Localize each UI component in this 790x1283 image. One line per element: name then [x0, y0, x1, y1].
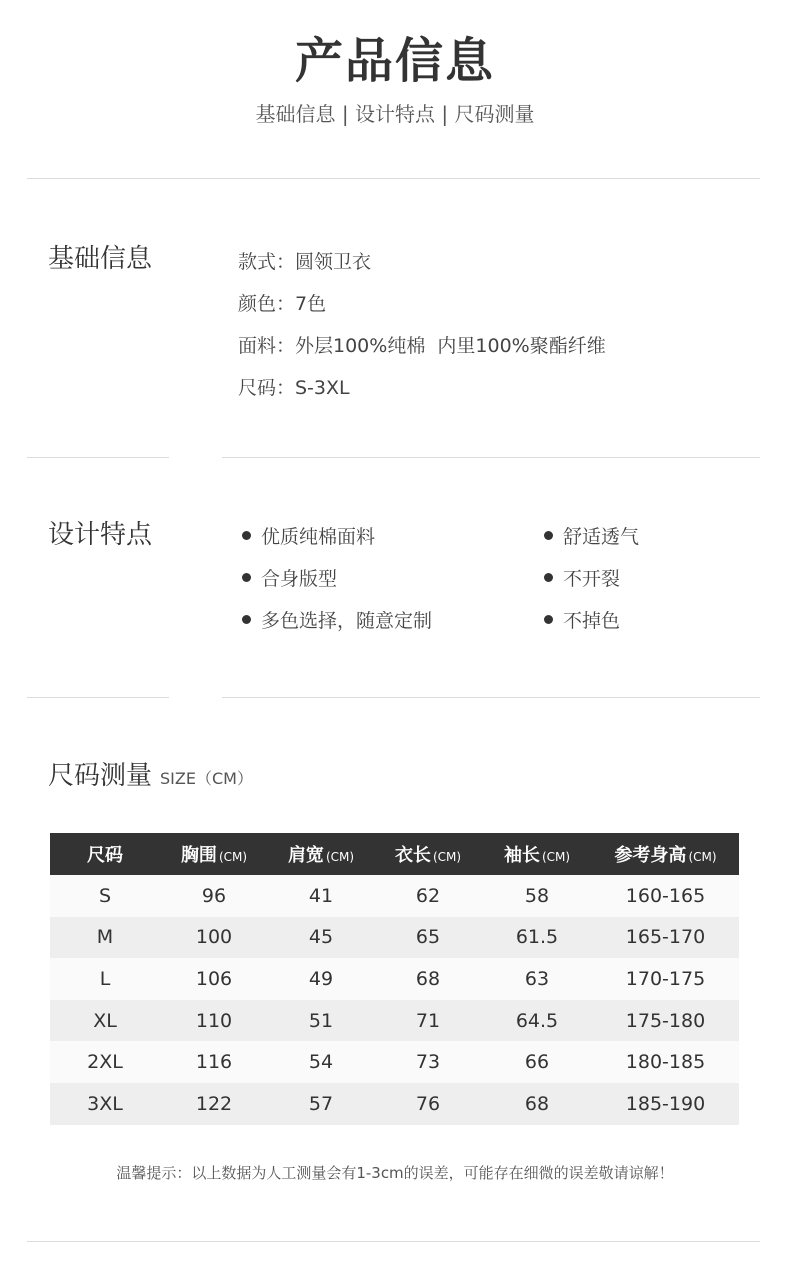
table-cell: 62 — [374, 875, 482, 917]
table-cell: 185-190 — [592, 1083, 739, 1125]
table-row — [50, 875, 739, 917]
table-row — [50, 917, 739, 959]
divider — [27, 1241, 760, 1242]
info-size: 尺码：S-3XL — [238, 377, 350, 399]
page-title: 产品信息 — [294, 33, 495, 89]
info-style: 款式：圆领卫衣 — [238, 251, 372, 273]
table-cell: 73 — [374, 1041, 482, 1083]
table-cell: 49 — [268, 958, 374, 1000]
table-row — [50, 1000, 739, 1042]
table-cell: 64.5 — [482, 1000, 592, 1042]
table-cell: 110 — [160, 1000, 268, 1042]
header-label: 尺码 — [87, 845, 123, 866]
measurement-note: 温馨提示：以上数据为人工测量会有1-3cm的误差，可能存在细微的误差敬请谅解！ — [116, 1164, 674, 1182]
size-heading — [48, 755, 253, 792]
header-cell — [160, 833, 268, 875]
size-table — [50, 833, 739, 1125]
design-heading: 设计特点 — [48, 520, 153, 550]
header-unit: (CM) — [688, 850, 717, 864]
table-cell: 65 — [374, 917, 482, 959]
table-cell: 100 — [160, 917, 268, 959]
table-cell: L — [50, 958, 160, 1000]
info-fabric: 面料：外层100%纯棉 内里100%聚酯纤维 — [238, 335, 606, 357]
header-cell — [374, 833, 482, 875]
table-cell: 63 — [482, 958, 592, 1000]
feature-label: 不掉色 — [563, 610, 621, 632]
header-unit: (CM) — [218, 850, 248, 864]
feature-item — [544, 606, 620, 633]
header-cell — [50, 833, 160, 875]
table-cell: 175-180 — [592, 1000, 739, 1042]
table-cell: 96 — [160, 875, 268, 917]
table-cell: 160-165 — [592, 875, 739, 917]
table-cell: 180-185 — [592, 1041, 739, 1083]
table-cell: 170-175 — [592, 958, 739, 1000]
table-cell: 68 — [374, 958, 482, 1000]
table-cell: 66 — [482, 1041, 592, 1083]
bullet-icon — [242, 531, 251, 540]
divider — [27, 178, 760, 179]
feature-item — [242, 522, 375, 549]
feature-item — [242, 606, 432, 633]
size-unit: SIZE（CM） — [160, 769, 253, 788]
feature-label: 不开裂 — [563, 568, 621, 590]
feature-label: 优质纯棉面料 — [261, 526, 376, 548]
header-label: 胸围 — [180, 845, 217, 866]
header-unit: (CM) — [541, 850, 571, 864]
table-cell: 68 — [482, 1083, 592, 1125]
feature-label: 多色选择，随意定制 — [261, 610, 433, 632]
table-cell: 45 — [268, 917, 374, 959]
divider — [27, 457, 169, 458]
header-label: 参考身高 — [614, 845, 687, 866]
header-label: 肩宽 — [287, 845, 324, 866]
header-cell — [268, 833, 374, 875]
table-cell: S — [50, 875, 160, 917]
basic-info-heading: 基础信息 — [48, 244, 153, 274]
feature-label: 合身版型 — [261, 568, 338, 590]
feature-label: 舒适透气 — [563, 526, 640, 548]
size-heading-label: 尺码测量 — [48, 761, 153, 791]
bullet-icon — [242, 573, 251, 582]
table-cell: 51 — [268, 1000, 374, 1042]
header-cell — [482, 833, 592, 875]
table-cell: 58 — [482, 875, 592, 917]
table-cell: 71 — [374, 1000, 482, 1042]
page-subtitle: 基础信息 | 设计特点 | 尺码测量 — [255, 102, 535, 126]
table-cell: 116 — [160, 1041, 268, 1083]
bullet-icon — [544, 531, 553, 540]
table-cell: 2XL — [50, 1041, 160, 1083]
table-cell: 3XL — [50, 1083, 160, 1125]
header-unit: (CM) — [432, 850, 462, 864]
header-unit: (CM) — [325, 850, 355, 864]
header-label: 袖长 — [503, 845, 540, 866]
feature-item — [544, 564, 620, 591]
divider — [222, 457, 760, 458]
header-label: 衣长 — [394, 845, 431, 866]
table-cell: 41 — [268, 875, 374, 917]
table-row — [50, 1083, 739, 1125]
table-header-row — [50, 833, 739, 875]
table-cell: 165-170 — [592, 917, 739, 959]
bullet-icon — [242, 615, 251, 624]
table-row — [50, 1041, 739, 1083]
divider — [27, 697, 169, 698]
table-cell: 61.5 — [482, 917, 592, 959]
bullet-icon — [544, 573, 553, 582]
table-cell: M — [50, 917, 160, 959]
feature-item — [544, 522, 639, 549]
info-color: 颜色：7色 — [238, 293, 327, 315]
divider — [222, 697, 760, 698]
table-cell: 76 — [374, 1083, 482, 1125]
feature-item — [242, 564, 337, 591]
table-row — [50, 958, 739, 1000]
header-cell — [592, 833, 739, 875]
table-cell: 57 — [268, 1083, 374, 1125]
table-cell: XL — [50, 1000, 160, 1042]
bullet-icon — [544, 615, 553, 624]
table-cell: 106 — [160, 958, 268, 1000]
table-cell: 122 — [160, 1083, 268, 1125]
table-cell: 54 — [268, 1041, 374, 1083]
